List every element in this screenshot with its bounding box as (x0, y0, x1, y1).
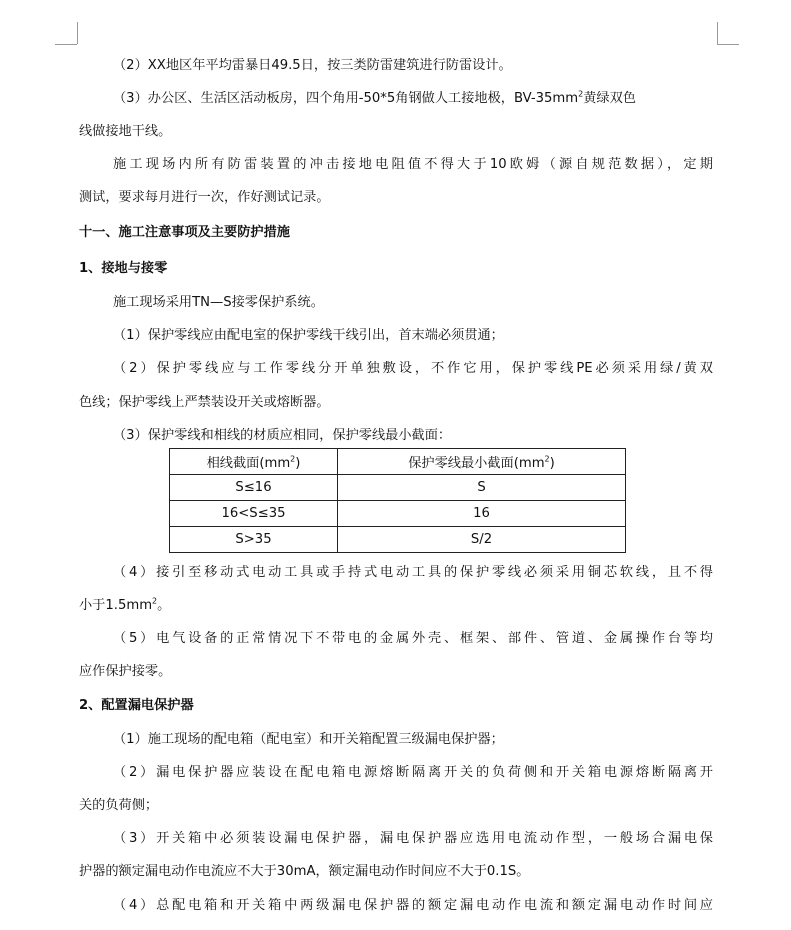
paragraph: （2）XX地区年平均雷暴日49.5日，按三类防雷建筑进行防雷设计。 (113, 58, 512, 73)
subsection-heading: 1、接地与接零 (79, 261, 168, 276)
margin-corner-mark (717, 22, 718, 44)
table-row (170, 527, 626, 553)
superscript: 2 (152, 596, 158, 606)
subsection-heading: 2、配置漏电保护器 (79, 698, 194, 713)
paragraph-continuation (79, 597, 170, 615)
paragraph: （3）保护零线和相线的材质应相同，保护零线最小截面： (113, 428, 452, 443)
paragraph: （4）总配电箱和开关箱中两级漏电保护器的额定漏电动作电流和额定漏电动作时间应 (113, 898, 713, 913)
margin-corner-mark (77, 22, 78, 44)
text-run: 。 (157, 598, 171, 613)
margin-corner-mark (55, 44, 77, 45)
table-cell: 16<S≤35 (170, 501, 338, 527)
table-cell: S/2 (338, 527, 626, 553)
table-header-cell: 保护零线最小截面$(mm^2)$ (338, 449, 626, 475)
paragraph: 施工现场采用TN—S接零保护系统。 (113, 295, 324, 310)
paragraph: 施工现场内所有防雷装置的冲击接地电阻值不得大于10欧姆（源自规范数据），定期 (113, 157, 713, 172)
paragraph: （4）接引至移动式电动工具或手持式电动工具的保护零线必须采用铜芯软线，且不得 (113, 565, 713, 580)
paragraph: （1）保护零线应由配电室的保护零线干线引出，首末端必须贯通； (113, 328, 504, 343)
superscript: 2 (578, 89, 584, 99)
margin-corner-mark (717, 44, 739, 45)
paragraph: （3）开关箱中必须装设漏电保护器，漏电保护器应选用电流动作型，一般场合漏电保 (113, 831, 713, 846)
paragraph-continuation: 护器的额定漏电动作电流应不大于30mA，额定漏电动作时间应不大于0.1S。 (79, 864, 530, 879)
table-row (170, 475, 626, 501)
text-run: 黄绿双色 (583, 91, 636, 106)
paragraph: （2）漏电保护器应装设在配电箱电源熔断隔离开关的负荷侧和开关箱电源熔断隔离开 (113, 765, 713, 780)
table-header-cell: 相线截面$(mm^2)$ (170, 449, 338, 475)
table-cell: S≤16 (170, 475, 338, 501)
table-cell: 16 (338, 501, 626, 527)
table-row (170, 501, 626, 527)
text-run: 小于1.5mm (79, 598, 153, 613)
paragraph-continuation: 线做接地干线。 (79, 124, 172, 139)
paragraph: （1）施工现场的配电箱（配电室）和开关箱配置三级漏电保护器； (113, 732, 504, 747)
paragraph-continuation: 色线；保护零线上严禁装设开关或熔断器。 (79, 395, 330, 410)
paragraph: （2）保护零线应与工作零线分开单独敷设，不作它用，保护零线PE必须采用绿/黄双 (113, 361, 713, 376)
paragraph: （5）电气设备的正常情况下不带电的金属外壳、框架、部件、管道、金属操作台等均 (113, 631, 713, 646)
text-run: （3）办公区、生活区活动板房，四个角用-50*5角钢做人工接地极，BV-35mm (113, 91, 579, 106)
paragraph-continuation: 关的负荷侧； (79, 798, 159, 813)
cross-section-table (169, 448, 626, 553)
table-cell: S (338, 475, 626, 501)
section-heading: 十一、施工注意事项及主要防护措施 (79, 225, 290, 240)
paragraph-continuation: 测试，要求每月进行一次，作好测试记录。 (79, 190, 330, 205)
paragraph-continuation: 应作保护接零。 (79, 664, 172, 679)
paragraph (113, 90, 636, 108)
table-cell: S>35 (170, 527, 338, 553)
table-header-row (170, 449, 626, 475)
